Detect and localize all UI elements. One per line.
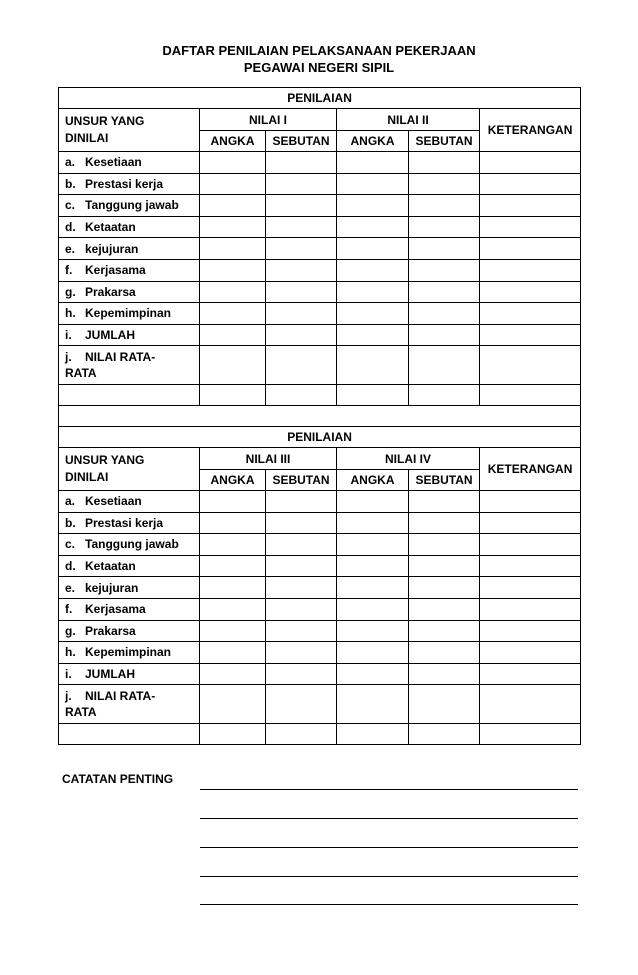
angka-header: ANGKA — [337, 131, 409, 152]
cell[interactable] — [337, 173, 409, 195]
cell[interactable] — [409, 534, 480, 556]
cell[interactable] — [200, 663, 266, 685]
criteria-label — [59, 281, 200, 303]
cell[interactable] — [266, 324, 337, 346]
criteria-row — [59, 238, 581, 260]
cell[interactable] — [480, 216, 581, 238]
cell[interactable] — [200, 216, 266, 238]
criteria-marker: e. — [65, 580, 76, 595]
cell[interactable] — [200, 620, 266, 642]
cell[interactable] — [409, 303, 480, 325]
criteria-label — [59, 663, 200, 685]
criteria-rows-1 — [59, 152, 581, 346]
criteria-marker: g. — [65, 623, 76, 638]
sebutan-header: SEBUTAN — [409, 470, 480, 491]
cell[interactable] — [480, 598, 581, 620]
assessment-table-2 — [58, 426, 581, 745]
cell[interactable] — [480, 173, 581, 195]
criteria-marker: f. — [65, 263, 73, 278]
sebutan-header: SEBUTAN — [409, 131, 480, 152]
cell[interactable] — [480, 195, 581, 217]
cell[interactable] — [266, 534, 337, 556]
criteria-text: Kesetiaan — [85, 155, 142, 170]
cell[interactable] — [337, 512, 409, 534]
cell[interactable] — [337, 724, 409, 745]
criteria-marker: c. — [65, 537, 76, 552]
cell[interactable] — [200, 324, 266, 346]
cell[interactable] — [409, 663, 480, 685]
cell[interactable] — [480, 238, 581, 260]
cell[interactable] — [266, 685, 337, 724]
cell[interactable] — [480, 281, 581, 303]
angka-header: ANGKA — [337, 470, 409, 491]
criteria-row — [59, 195, 581, 217]
criteria-text: Tanggung jawab — [85, 537, 179, 552]
criteria-rows-2 — [59, 491, 581, 685]
cell[interactable] — [409, 216, 480, 238]
cell[interactable] — [200, 512, 266, 534]
note-line[interactable] — [200, 904, 578, 905]
cell[interactable] — [266, 724, 337, 745]
note-line[interactable] — [200, 818, 578, 819]
cell[interactable] — [480, 324, 581, 346]
criteria-label — [59, 598, 200, 620]
cell[interactable] — [337, 238, 409, 260]
assessment-table-1 — [58, 87, 581, 427]
cell[interactable] — [266, 195, 337, 217]
cell[interactable] — [200, 238, 266, 260]
criteria-row — [59, 491, 581, 513]
criteria-marker: c. — [65, 198, 76, 213]
criteria-text: Kerjasama — [85, 263, 146, 278]
cell[interactable] — [337, 216, 409, 238]
criteria-marker: f. — [65, 602, 73, 617]
sebutan-header: SEBUTAN — [266, 131, 337, 152]
cell[interactable] — [480, 620, 581, 642]
nilai-iv-header: NILAI IV — [337, 448, 480, 470]
keterangan-header: KETERANGAN — [480, 109, 581, 152]
criteria-marker: h. — [65, 645, 76, 660]
cell[interactable] — [266, 491, 337, 513]
cell[interactable] — [266, 281, 337, 303]
cell[interactable] — [409, 577, 480, 599]
cell[interactable] — [480, 577, 581, 599]
cell[interactable] — [59, 385, 200, 406]
cell[interactable] — [409, 281, 480, 303]
cell[interactable] — [409, 620, 480, 642]
cell[interactable] — [266, 385, 337, 406]
title-line-1: DAFTAR PENILAIAN PELAKSANAAN PEKERJAAN — [162, 43, 476, 58]
criteria-text: Prakarsa — [85, 623, 136, 638]
cell[interactable] — [337, 642, 409, 664]
cell[interactable] — [480, 259, 581, 281]
cell[interactable] — [409, 346, 480, 385]
cell[interactable] — [337, 324, 409, 346]
sebutan-header: SEBUTAN — [266, 470, 337, 491]
criteria-text: Prestasi kerja — [85, 176, 164, 191]
criteria-text: Prakarsa — [85, 284, 136, 299]
cell[interactable] — [409, 259, 480, 281]
cell[interactable] — [337, 152, 409, 174]
criteria-row — [59, 512, 581, 534]
document-title — [0, 42, 638, 76]
cell[interactable] — [409, 238, 480, 260]
cell[interactable] — [480, 152, 581, 174]
criteria-row — [59, 642, 581, 664]
cell[interactable] — [200, 685, 266, 724]
criteria-text: Kerjasama — [85, 602, 146, 617]
criteria-row — [59, 152, 581, 174]
cell[interactable] — [480, 491, 581, 513]
penilaian-header: PENILAIAN — [59, 88, 581, 109]
criteria-marker: d. — [65, 220, 76, 235]
cell[interactable] — [266, 346, 337, 385]
criteria-marker: i. — [65, 667, 72, 682]
title-line-2: PEGAWAI NEGERI SIPIL — [243, 60, 395, 75]
cell[interactable] — [266, 259, 337, 281]
cell[interactable] — [480, 512, 581, 534]
cell[interactable] — [200, 598, 266, 620]
cell[interactable] — [480, 555, 581, 577]
cell[interactable] — [200, 281, 266, 303]
criteria-label — [59, 259, 200, 281]
cell[interactable] — [266, 512, 337, 534]
nilai-iii-header: NILAI III — [200, 448, 337, 470]
note-line[interactable] — [200, 876, 578, 877]
spacer-row — [59, 406, 581, 427]
criteria-marker: i. — [65, 328, 72, 343]
cell[interactable] — [266, 620, 337, 642]
cell[interactable] — [337, 259, 409, 281]
criteria-text: Prestasi kerja — [85, 515, 164, 530]
criteria-label — [59, 620, 200, 642]
cell[interactable] — [337, 303, 409, 325]
nilai-rata-label: j. NILAI RATA- RATA — [59, 346, 200, 385]
criteria-label — [59, 555, 200, 577]
criteria-marker: h. — [65, 306, 76, 321]
cell[interactable] — [200, 642, 266, 664]
catatan-label: CATATAN PENTING — [62, 772, 174, 786]
cell[interactable] — [59, 724, 200, 745]
criteria-label — [59, 216, 200, 238]
cell[interactable] — [337, 195, 409, 217]
cell[interactable] — [409, 195, 480, 217]
cell[interactable] — [480, 663, 581, 685]
criteria-label — [59, 577, 200, 599]
cell[interactable] — [266, 173, 337, 195]
cell[interactable] — [409, 152, 480, 174]
cell[interactable] — [480, 534, 581, 556]
note-line[interactable] — [200, 789, 578, 790]
cell[interactable] — [200, 195, 266, 217]
nilai-ii-header: NILAI II — [337, 109, 480, 131]
criteria-text: Kepemimpinan — [85, 645, 172, 660]
angka-header: ANGKA — [200, 131, 266, 152]
nilai-rata-label: j. NILAI RATA- RATA — [59, 685, 200, 724]
keterangan-header: KETERANGAN — [480, 448, 581, 491]
cell[interactable] — [409, 385, 480, 406]
cell[interactable] — [337, 598, 409, 620]
cell[interactable] — [480, 385, 581, 406]
criteria-row — [59, 324, 581, 346]
cell[interactable] — [337, 281, 409, 303]
criteria-row — [59, 259, 581, 281]
unsur-header: UNSUR YANG DINILAI — [59, 109, 200, 152]
criteria-row — [59, 173, 581, 195]
criteria-text: Kepemimpinan — [85, 306, 172, 321]
cell[interactable] — [409, 491, 480, 513]
cell[interactable] — [200, 577, 266, 599]
criteria-row — [59, 281, 581, 303]
cell[interactable] — [409, 685, 480, 724]
cell[interactable] — [480, 685, 581, 724]
cell[interactable] — [480, 346, 581, 385]
criteria-row — [59, 303, 581, 325]
cell[interactable] — [266, 598, 337, 620]
criteria-marker: b. — [65, 176, 76, 191]
cell[interactable] — [337, 620, 409, 642]
criteria-label — [59, 238, 200, 260]
criteria-row — [59, 534, 581, 556]
criteria-text: JUMLAH — [85, 667, 135, 682]
criteria-label — [59, 152, 200, 174]
cell[interactable] — [409, 598, 480, 620]
criteria-text: kejujuran — [85, 241, 139, 256]
criteria-label — [59, 491, 200, 513]
criteria-marker: a. — [65, 494, 76, 509]
cell[interactable] — [200, 555, 266, 577]
penilaian-header: PENILAIAN — [59, 427, 581, 448]
cell[interactable] — [337, 346, 409, 385]
cell[interactable] — [337, 663, 409, 685]
cell[interactable] — [480, 724, 581, 745]
criteria-text: Ketaatan — [85, 220, 136, 235]
cell[interactable] — [266, 303, 337, 325]
cell[interactable] — [200, 173, 266, 195]
cell[interactable] — [266, 577, 337, 599]
cell[interactable] — [480, 642, 581, 664]
cell[interactable] — [409, 173, 480, 195]
criteria-row — [59, 216, 581, 238]
criteria-label — [59, 303, 200, 325]
criteria-row — [59, 663, 581, 685]
note-line[interactable] — [200, 847, 578, 848]
cell[interactable] — [337, 534, 409, 556]
criteria-row — [59, 577, 581, 599]
criteria-marker: b. — [65, 515, 76, 530]
cell[interactable] — [337, 555, 409, 577]
criteria-marker: e. — [65, 241, 76, 256]
angka-header: ANGKA — [200, 470, 266, 491]
criteria-text: JUMLAH — [85, 328, 135, 343]
cell[interactable] — [337, 577, 409, 599]
criteria-label — [59, 534, 200, 556]
cell[interactable] — [200, 303, 266, 325]
cell[interactable] — [409, 724, 480, 745]
unsur-header: UNSUR YANG DINILAI — [59, 448, 200, 491]
cell[interactable] — [266, 663, 337, 685]
criteria-text: kejujuran — [85, 580, 139, 595]
criteria-marker: a. — [65, 155, 76, 170]
cell[interactable] — [200, 724, 266, 745]
cell[interactable] — [480, 303, 581, 325]
cell[interactable] — [409, 555, 480, 577]
criteria-text: Tanggung jawab — [85, 198, 179, 213]
cell[interactable] — [337, 491, 409, 513]
criteria-row — [59, 555, 581, 577]
cell[interactable] — [337, 685, 409, 724]
criteria-row — [59, 620, 581, 642]
cell[interactable] — [200, 152, 266, 174]
cell[interactable] — [266, 216, 337, 238]
cell[interactable] — [266, 238, 337, 260]
cell[interactable] — [337, 385, 409, 406]
criteria-label — [59, 173, 200, 195]
criteria-text: Kesetiaan — [85, 494, 142, 509]
nilai-i-header: NILAI I — [200, 109, 337, 131]
cell[interactable] — [200, 259, 266, 281]
criteria-label — [59, 195, 200, 217]
criteria-marker: d. — [65, 559, 76, 574]
cell[interactable] — [266, 642, 337, 664]
criteria-label — [59, 642, 200, 664]
cell[interactable] — [409, 512, 480, 534]
cell[interactable] — [409, 324, 480, 346]
criteria-text: Ketaatan — [85, 559, 136, 574]
criteria-row — [59, 598, 581, 620]
criteria-marker: g. — [65, 284, 76, 299]
cell[interactable] — [266, 152, 337, 174]
cell[interactable] — [200, 385, 266, 406]
cell[interactable] — [200, 346, 266, 385]
cell[interactable] — [200, 534, 266, 556]
cell[interactable] — [409, 642, 480, 664]
cell[interactable] — [200, 491, 266, 513]
cell[interactable] — [266, 555, 337, 577]
criteria-label — [59, 512, 200, 534]
criteria-label — [59, 324, 200, 346]
